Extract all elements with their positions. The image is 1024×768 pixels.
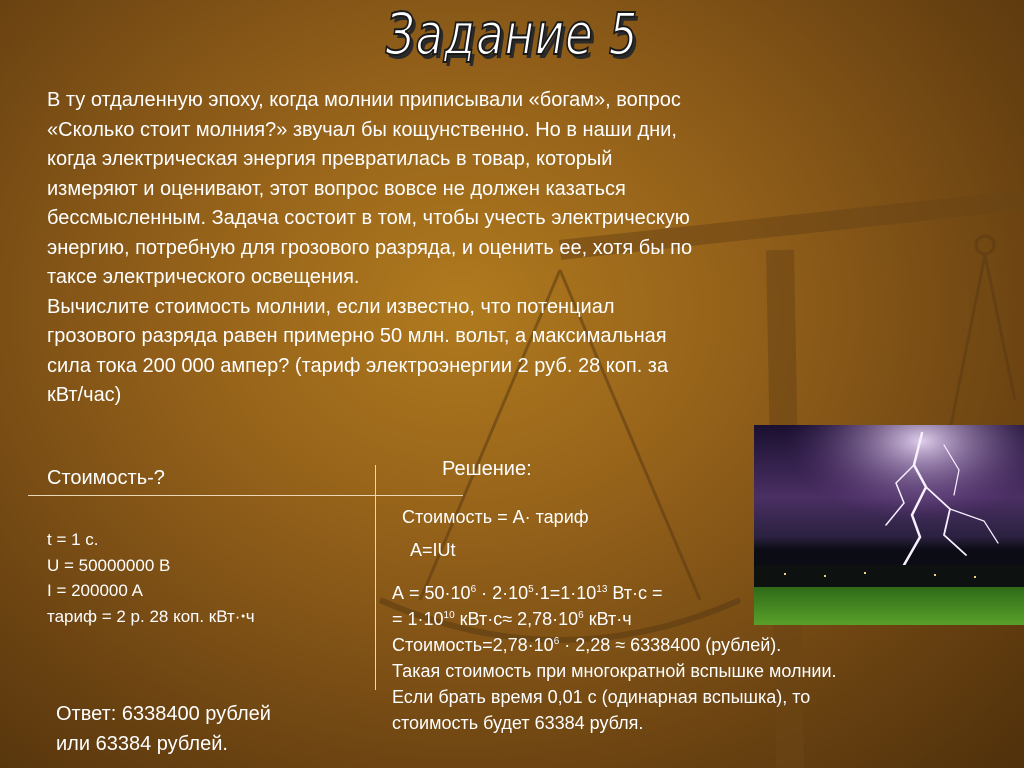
given-block [47, 527, 255, 629]
answer-line: Ответ: 6338400 рублей [56, 703, 271, 725]
formula-cost: Стоимость = А· тариф [402, 507, 589, 527]
problem-line: когда электрическая энергия превратилась в товар, который [47, 148, 613, 170]
find-label: Стоимость-? [47, 467, 165, 489]
calc-line: стоимость будет 63384 рубля. [392, 713, 644, 733]
calc-line: Такая стоимость при многократной вспышке молнии. [392, 661, 837, 681]
given-line: I = 200000 A [47, 581, 143, 600]
calc-line: $А = 50\cdot 10^6 \cdot 2\cdot 10^5\cdot 1=1\cdot 10^{13}$ Вт·с = [392, 583, 663, 603]
problem-line: Вычислите стоимость молнии, если известно, что потенциал [47, 295, 615, 318]
problem-line: «Сколько стоит молния?» звучал бы кощунственно. Но в наши дни, [47, 118, 677, 141]
divider-horizontal [28, 495, 463, 496]
given-line: t = 1 с. [47, 530, 99, 549]
problem-line: грозового разряда равен примерно 50 млн. вольт, а максимальная [47, 325, 667, 347]
solution-label: Решение: [442, 458, 532, 480]
problem-line: энергию, потребную для грозового разряда, и оценить ее, хотя бы по [47, 236, 693, 259]
calc-line: $Стоимость=2,78\cdot 10^6 \cdot 2,28 \approx 6338400$ (рублей). [392, 635, 782, 655]
divider-vertical [375, 465, 376, 690]
calc-line: Если брать время 0,01 с (одинарная вспышка), то [392, 687, 811, 707]
answer-block [56, 699, 271, 759]
problem-line: измеряют и оценивают, этот вопрос вовсе не должен казаться [47, 177, 626, 200]
calc-line: = $1\cdot 10^{10}$ $кВт\cdot с\approx 2,78\cdot 10^6$ кВт·ч [392, 609, 632, 629]
problem-line: бессмысленным. Задача состоит в том, чтобы учесть электрическую [47, 207, 690, 229]
answer-line: или 63384 рублей. [56, 733, 228, 755]
problem-line: таксе электрического освещения. [47, 266, 360, 288]
given-line: U = 50000000 В [47, 555, 171, 575]
problem-line: кВт/час) [47, 384, 122, 406]
problem-line: В ту отдаленную эпоху, когда молнии приписывали «богам», вопрос [47, 89, 681, 111]
slide-title: Задание 5 [385, 0, 639, 68]
lightning-photo [754, 425, 1024, 625]
problem-line: сила тока 200 000 ампер? (тариф электроэнергии 2 руб. 28 коп. за [47, 354, 669, 377]
formula-work: А=IUt [410, 540, 456, 560]
given-line: тариф = 2 р. 28 коп. кВт·ꞏч [47, 606, 255, 626]
problem-text [47, 86, 692, 411]
